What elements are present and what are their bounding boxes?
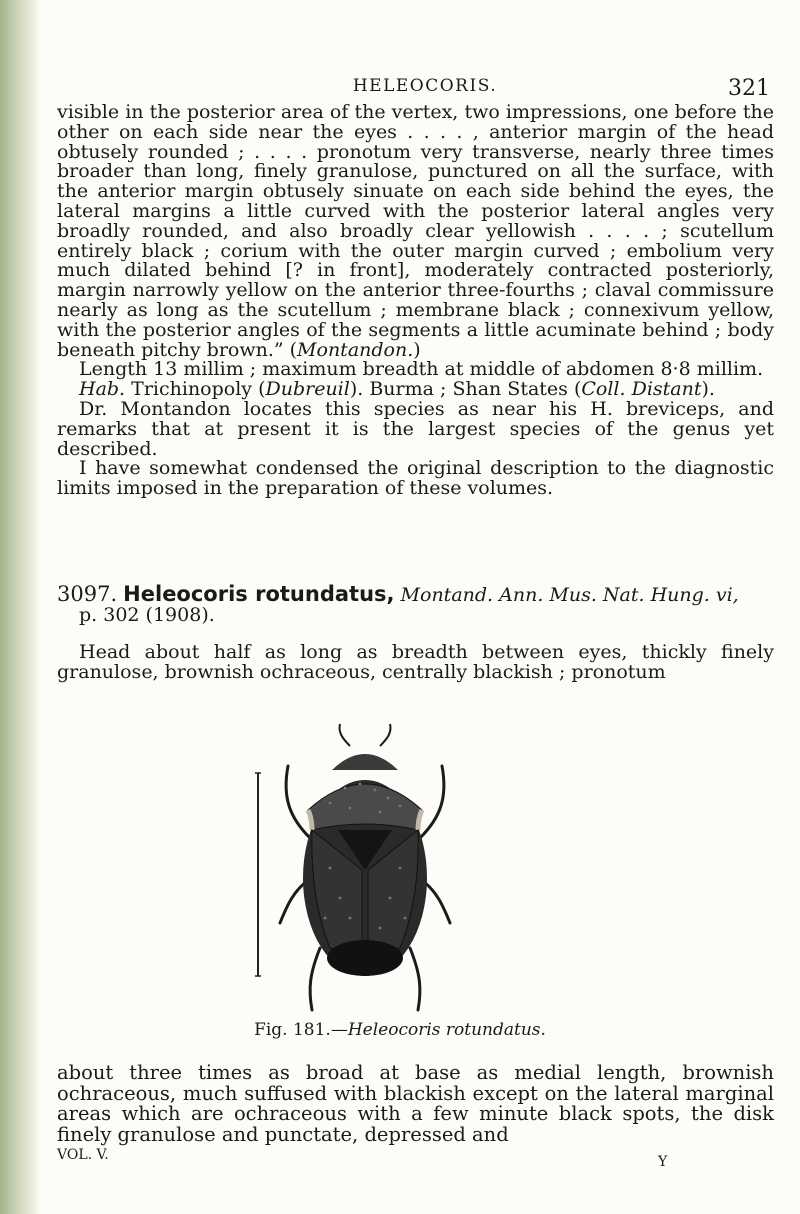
running-title: HELEOCORIS. xyxy=(352,76,498,96)
species-heading xyxy=(57,584,774,625)
insect-head xyxy=(332,754,398,770)
species-name: Heleocoris rotundatus, xyxy=(123,582,395,606)
species-citation-page: p. 302 (1908). xyxy=(79,604,215,626)
author-citation: Montandon. xyxy=(297,338,414,361)
habitat-collection: Coll. Distant xyxy=(581,378,702,401)
remark-paragraph-2: I have somewhat condensed the original description to the diagnostic limits imposed in the preparation of these volumes. xyxy=(57,457,774,500)
description-continuation xyxy=(57,103,774,499)
species-number: 3097. xyxy=(57,582,118,606)
signature-mark: Y xyxy=(658,1154,668,1170)
page-edge-shadow xyxy=(0,0,40,1214)
final-paragraph: about three times as broad at base as medial length, brownish ochraceous, much suffused with blackish except on the lateral marginal areas which are ochraceous with a few minute black spots, the disk finely granulose and punctate, depressed and xyxy=(57,1061,774,1146)
description-continued xyxy=(57,1063,774,1166)
antenna-left xyxy=(339,724,350,746)
insect-figure xyxy=(250,718,480,1018)
habitat-locality: Trichinopoly xyxy=(131,378,253,401)
species-citation: Montand. Ann. Mus. Nat. Hung. vi, xyxy=(400,584,739,606)
species-description xyxy=(57,643,774,683)
pronotum-margin-right xyxy=(418,810,422,830)
insect-pronotum xyxy=(308,784,422,830)
volume-label: VOL. V. xyxy=(57,1147,109,1163)
heleocoris-illustration xyxy=(250,718,480,1018)
description-paragraph: Head about half as long as breadth between eyes, thickly finely granulose, brownish ochraceous, centrally blackish ; pronotum xyxy=(57,641,774,683)
species-heading-line xyxy=(57,584,774,605)
habitat-label: Hab. xyxy=(79,378,126,401)
antenna-right xyxy=(380,724,391,746)
page-number: 321 xyxy=(728,76,770,101)
habitat-paragraph: Hab. Trichinopoly (Dubreuil). Burma ; Shan States (Coll. Distant). xyxy=(79,378,715,401)
habitat-locality-2: Burma ; Shan States xyxy=(369,378,568,401)
habitat-collector: Dubreuil xyxy=(265,378,350,401)
figure-species-name: Heleocoris rotundatus. xyxy=(347,1020,546,1040)
figure-label: Fig. 181.— xyxy=(254,1020,348,1040)
figure-caption xyxy=(80,1020,720,1040)
insect-membrane xyxy=(327,940,403,976)
paragraph: visible in the posterior area of the vertex, two impressions, one before the other on each side near the eyes . . . . , anterior margin of the head obtusely rounded ; . . . . pronotum very transverse, nearly three times broader than long, finely granulose, punctured on all the surface, with the anterior margin obtusely sinuate on each side behind the eyes, the lateral margins a little curved with the posterior lateral angles very broadly rounded, and also broadly clear yellowish . . . . ; scutellum entirely black ; corium with the outer margin curved ; embolium very much dilated behind [? in front], moderately contracted posteriorly, margin narrowly yellow on the anterior three-fourths ; claval commissure nearly as long as the scutellum ; membrane black ; connexivum yellow, with the posterior angles of the segments a little acuminate behind ; body beneath pitchy brown.” (Montandon.) xyxy=(57,101,774,361)
remark-paragraph: Dr. Montandon locates this species as near his H. breviceps, and remarks that at present it is the largest species of the genus yet described. xyxy=(57,397,774,460)
measurement-paragraph: Length 13 millim ; maximum breadth at middle of abdomen 8·8 millim. xyxy=(79,358,764,381)
pronotum-margin-left xyxy=(308,810,312,830)
paragraph-text: visible in the posterior area of the vertex, two impressions, one before the other on each side near the eyes . . . . , anterior margin of the head obtusely rounded ; . . . . pronotum very transverse, nearly three times broader than long, finely granulose, punctured on all the surface, with the anterior margin obtusely sinuate on each side behind the eyes, the lateral margins a little curved with the posterior lateral angles very broadly rounded, and also broadly clear yellowish . . . . ; scutellum entirely black ; corium with the outer margin curved ; embolium very much dilated behind [? in front], moderately contracted posteriorly, margin narrowly yellow on the anterior three-fourths ; claval commissure nearly as long as the scutellum ; membrane black ; connexivum yellow, with the posterior angles of the segments a little acuminate behind ; body beneath pitchy brown.” xyxy=(57,101,774,361)
